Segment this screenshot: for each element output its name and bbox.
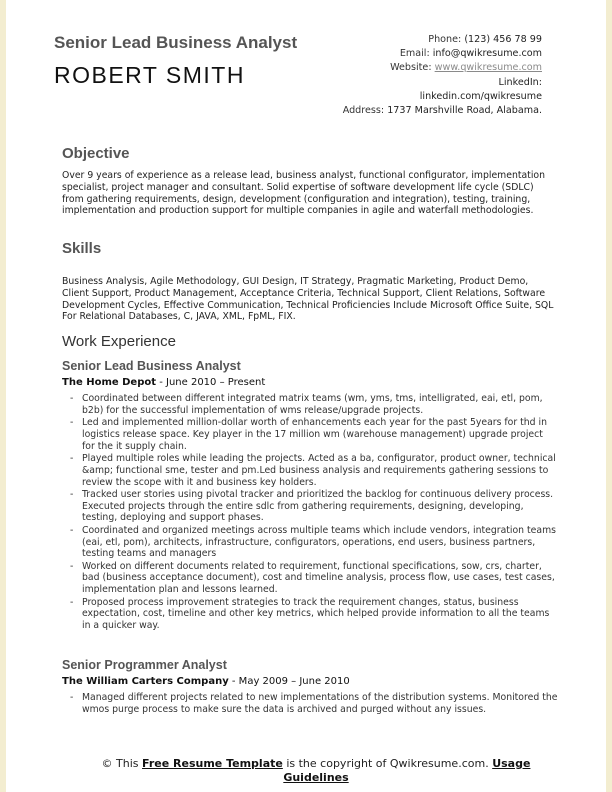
- footer-prefix: © This: [101, 757, 143, 770]
- company-name: The William Carters Company: [62, 676, 229, 687]
- list-item: - Proposed process improvement strategies to track the requirement changes, status, business expectation, cost, timeline and other key metrics, which helped provide information to all the teams in a quicker way.: [68, 597, 558, 632]
- list-item: - Led and implemented million-dollar worth of enhancements each year for the past 5years for thd in logistics release space. Key player in the 17 million wm (warehouse management) upgrade project for the it supply chain.: [68, 417, 558, 452]
- job-company-line: [62, 676, 350, 687]
- skills-text: Business Analysis, Agile Methodology, GUI Design, IT Strategy, Pragmatic Marketing, Product Demo, Client Support, Product Management, Acceptance Criteria, Technical Support, Client Relations, Software Development Cycles, Effective Communication, Technical Proficiencies Include Microsoft Office Suite, SQL For Relational Databases, C, JAVA, XML, FpML, FIX.: [62, 276, 554, 323]
- skills-heading: Skills: [62, 240, 102, 257]
- objective-heading: Objective: [62, 145, 130, 162]
- list-item: - Worked on different documents related to requirement, functional specifications, sow, crs, charter, bad (business acceptance document), cost and timeline analysis, process flow, use cases, test cases, implementation plan and lessons learned.: [68, 561, 558, 596]
- usage-guidelines-link[interactable]: Usage Guidelines: [283, 757, 531, 784]
- footer-middle: is the copyright of Qwikresume.com.: [282, 757, 493, 770]
- job-role: Senior Lead Business Analyst: [62, 359, 241, 373]
- job-bullets: [68, 393, 558, 632]
- contact-block: [302, 33, 542, 118]
- contact-linkedin-label: LinkedIn:: [498, 76, 542, 88]
- job-title: Senior Lead Business Analyst: [54, 33, 298, 52]
- phone-value: (123) 456 78 99: [464, 34, 542, 45]
- list-item: - Managed different projects related to new implementations of the distribution systems. Monitored the wmos purge process to make sure the data is archived and purged without any issues.: [68, 692, 558, 716]
- contact-linkedin-value[interactable]: linkedin.com/qwikresume: [419, 90, 542, 102]
- list-item: - Coordinated between different integrated matrix teams (wm, yms, tms, intelligrated, eai, etl, pom, b2b) for the successful implementation of wms release/upgrade projects.: [68, 393, 558, 417]
- job-role: Senior Programmer Analyst: [62, 658, 227, 672]
- phone-label: Phone:: [428, 34, 462, 45]
- website-label: Website:: [390, 62, 432, 74]
- contact-phone: [302, 33, 542, 47]
- contact-email: [302, 47, 542, 61]
- job-dates: - May 2009 – June 2010: [228, 676, 350, 687]
- job-dates: - June 2010 – Present: [156, 377, 266, 388]
- list-item: - Played multiple roles while leading the projects. Acted as a ba, configurator, product owner, technical &amp; functional sme, tester and pm.Led business analysis and requirements gathering sessions to review the scope with it and business key holders.: [68, 453, 558, 488]
- contact-address: [302, 104, 542, 118]
- address-value: 1737 Marshville Road, Alabama.: [387, 105, 542, 117]
- candidate-name: ROBERT SMITH: [54, 62, 245, 88]
- website-link[interactable]: www.qwikresume.com: [434, 62, 542, 74]
- work-experience-heading: Work Experience: [62, 333, 176, 350]
- company-name: The Home Depot: [62, 377, 157, 388]
- list-item: - Tracked user stories using pivotal tracker and prioritized the backlog for continuous delivery process. Executed projects through the entire sdlc from gathering requirements, designing, developing, testing, deploying and support phases.: [68, 489, 558, 524]
- email-value[interactable]: info@qwikresume.com: [432, 48, 542, 60]
- job-bullets: [68, 692, 558, 716]
- contact-website: [302, 61, 542, 75]
- list-item: - Coordinated and organized meetings across multiple teams which include vendors, integration teams (eai, etl, pom), architects, infrastructure, configurators, operations, end users, business partners, testing teams and managers: [68, 525, 558, 560]
- free-resume-template-link[interactable]: Free Resume Template: [142, 757, 283, 770]
- job-company-line: [62, 377, 265, 388]
- objective-text: Over 9 years of experience as a release lead, business analyst, functional configurator, implementation specialist, project manager and consultant. Solid expertise of software development life cycle (SDLC) from gathering requirements, design, development (configuration and integration), testing, training, implementation and production support for multiple companies in agile and waterfall methodologies.: [62, 170, 545, 217]
- copyright-footer: [76, 757, 556, 785]
- address-label: Address:: [342, 105, 385, 117]
- email-label: Email:: [399, 48, 430, 60]
